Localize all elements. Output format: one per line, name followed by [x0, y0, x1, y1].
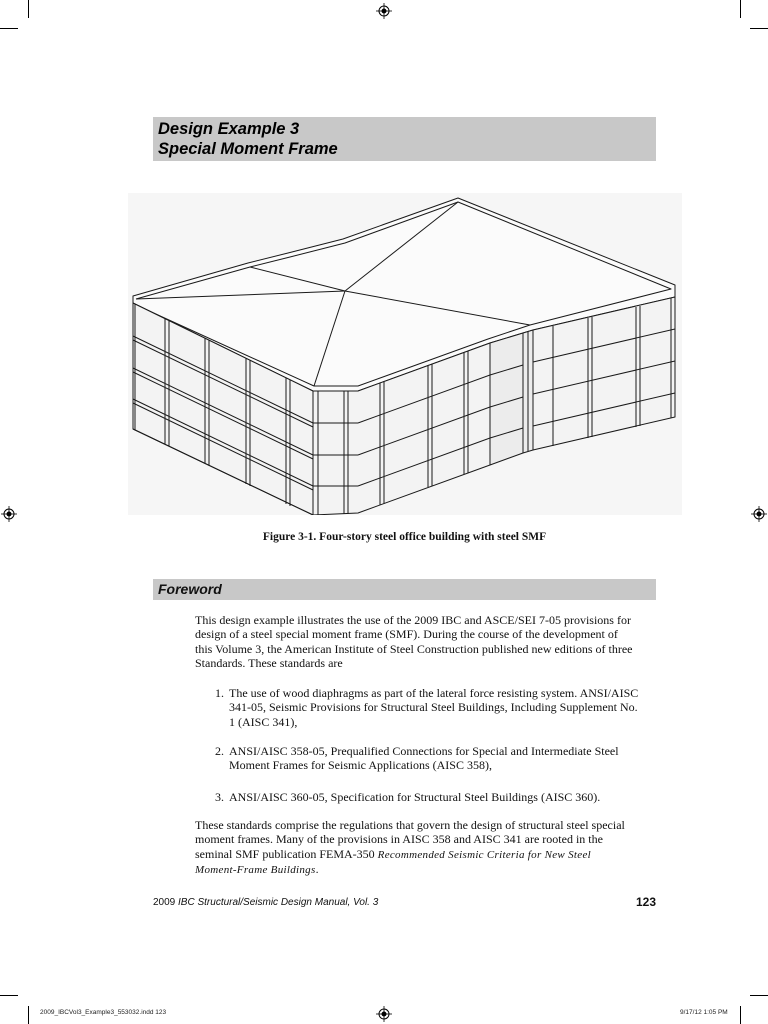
footer-manual-title: IBC Structural/Seismic Design Manual, Vol. 3 — [178, 897, 379, 908]
running-footer — [153, 897, 378, 908]
list-number: 3. — [215, 790, 224, 804]
registration-mark-icon — [376, 3, 392, 19]
publication-title: Recommended Seismic Criteria for New Steel Moment-Frame Buildings — [195, 848, 591, 876]
registration-mark-icon — [1, 506, 17, 522]
figure-caption: Figure 3-1. Four-story steel office building with steel SMF — [262, 531, 547, 543]
list-text: ANSI/AISC 360-05, Specification for Structural Steel Buildings (AISC 360). — [229, 790, 601, 804]
intro-paragraph: This design example illustrates the use of the 2009 IBC and ASCE/SEI 7-05 provisions for design of a steel special moment frame (SMF). During the course of the development of this Volume 3, the American Institute of Steel Construction published new editions of three Standards. These standards are — [195, 613, 633, 670]
crop-mark — [740, 0, 741, 18]
building-isometric-drawing — [128, 193, 682, 515]
page-number: 123 — [635, 895, 656, 909]
closing-text: These standards comprise the regulations that govern the design of structural steel special moment frames. Many of the provisions in AISC 358 and AISC 341 are rooted in the seminal SMF publication FEMA-350 — [195, 818, 625, 861]
slug-date: 9/17/12 1:05 PM — [680, 1009, 728, 1016]
crop-mark — [0, 28, 18, 29]
list-text: ANSI/AISC 358-05, Prequalified Connections for Special and Intermediate Steel Moment Frames for Seismic Applications (AISC 358), — [229, 744, 619, 773]
crop-mark — [740, 1006, 741, 1024]
crop-mark — [28, 1006, 29, 1024]
footer-year: 2009 — [153, 897, 179, 908]
section-heading: Foreword — [158, 581, 222, 597]
list-item — [215, 744, 645, 773]
list-number: 2. — [215, 744, 224, 758]
slug-filename: 2009_IBCVol3_Example3_553032.indd 123 — [40, 1009, 167, 1016]
list-item — [215, 790, 645, 804]
closing-paragraph — [195, 818, 635, 877]
crop-mark — [0, 995, 18, 996]
crop-mark — [750, 28, 768, 29]
crop-mark — [28, 0, 29, 18]
closing-end: . — [315, 861, 319, 876]
registration-mark-icon — [376, 1006, 392, 1022]
list-number: 1. — [215, 686, 224, 700]
section-heading-bar — [153, 579, 656, 600]
chapter-title-block — [153, 117, 656, 161]
list-item — [215, 686, 645, 729]
list-text: The use of wood diaphragms as part of the lateral force resisting system. ANSI/AISC 341-05, Seismic Provisions for Structural Steel Buildings, Including Supplement No. 1 (AISC 341), — [229, 686, 639, 729]
crop-mark — [750, 995, 768, 996]
chapter-title-line1: Design Example 3 — [158, 120, 300, 138]
chapter-title-line2: Special Moment Frame — [158, 140, 338, 158]
registration-mark-icon — [751, 506, 767, 522]
